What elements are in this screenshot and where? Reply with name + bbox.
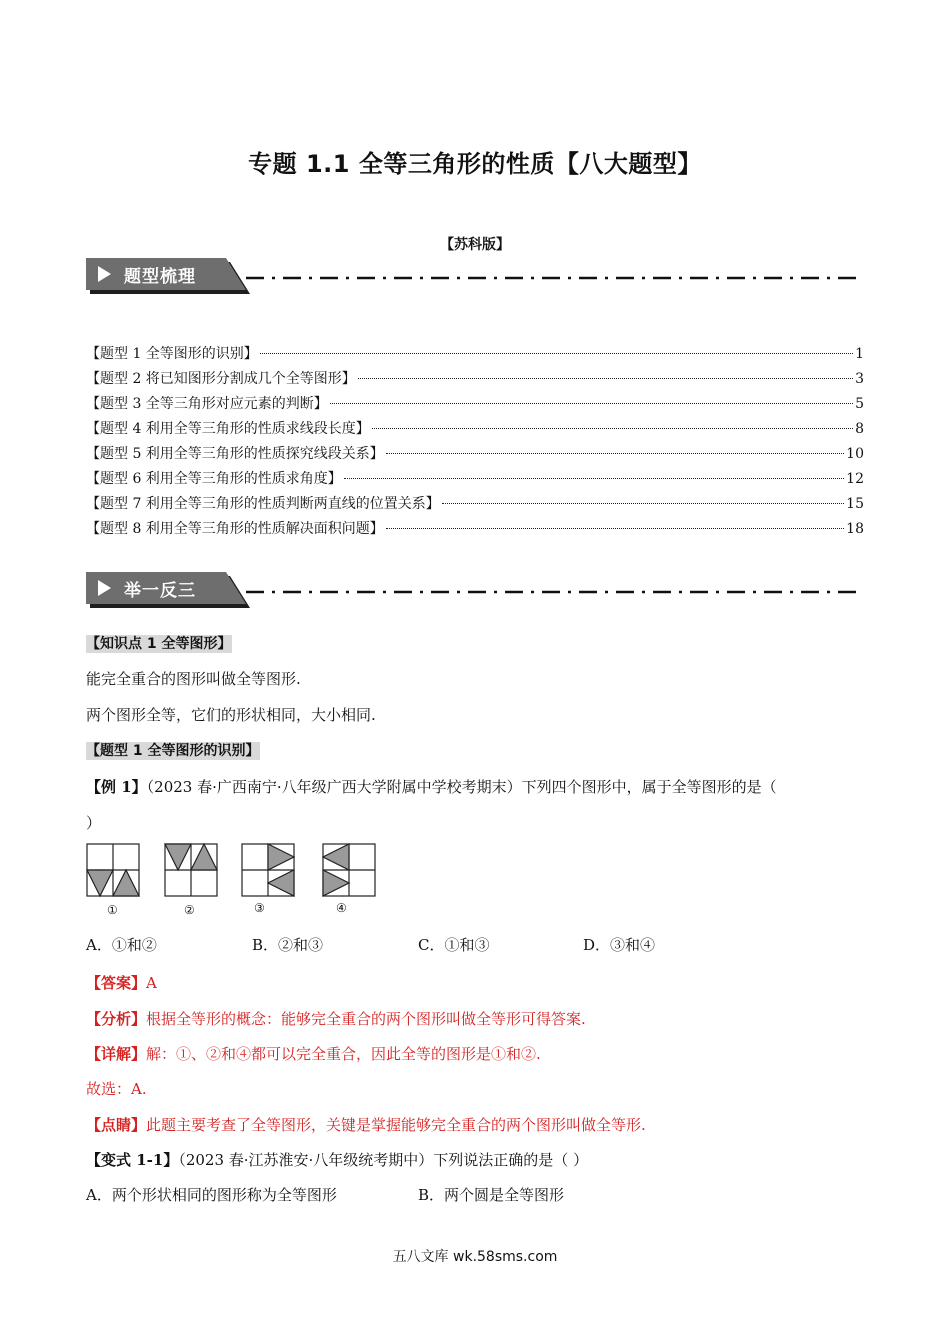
footer-watermark: 五八文库 wk.58sms.com (392, 1249, 558, 1265)
toc-leader (386, 453, 844, 454)
toc-item-text: 【题型 2 将已知图形分割成几个全等图形】 (86, 371, 356, 387)
examples-banner-label: 举一反三 (124, 581, 196, 601)
toc-item-text: 【题型 5 利用全等三角形的性质探究线段关系】 (86, 446, 384, 462)
example-label: 【例 1】 (86, 778, 147, 796)
play-arrow-icon (98, 266, 111, 282)
figure-label: ④ (336, 901, 347, 915)
example-1-question (86, 776, 777, 797)
toc-item[interactable] (86, 518, 864, 543)
knowledge-text-2: 两个图形全等，它们的形状相同，大小相同. (86, 706, 376, 724)
toc-item[interactable] (86, 343, 864, 368)
figure-group (86, 843, 486, 923)
toc-leader (372, 428, 853, 429)
example-close-paren: ） (86, 814, 102, 832)
comment-line (86, 1114, 646, 1135)
knowledge-text-1: 能完全重合的图形叫做全等图形. (86, 670, 301, 688)
answer-options (86, 934, 866, 956)
table-of-contents (86, 343, 864, 543)
figure-label: ③ (254, 901, 265, 915)
toc-item-page: 5 (855, 396, 864, 412)
variant-question (86, 1149, 588, 1170)
toc-leader (330, 403, 853, 404)
toc-item-page: 8 (855, 421, 864, 437)
toc-item[interactable] (86, 468, 864, 493)
congruence-figures (86, 843, 486, 903)
toc-leader (358, 378, 853, 379)
knowledge-heading: 【知识点 1 全等图形】 (86, 636, 232, 652)
option-c[interactable]: C．①和③ (418, 936, 490, 954)
analysis-text: 根据全等形的概念：能够完全重合的两个图形叫做全等形可得答案. (146, 1010, 586, 1028)
variant-label: 【变式 1-1】 (86, 1151, 179, 1169)
variant-text: （2023 春·江苏淮安·八年级统考期中）下列说法正确的是（ ） (178, 1151, 589, 1169)
question-type-heading: 【题型 1 全等图形的识别】 (86, 743, 260, 759)
answer-label: 【答案】 (86, 974, 147, 992)
toc-item-text: 【题型 1 全等图形的识别】 (86, 346, 258, 362)
figure-1 (87, 844, 139, 896)
toc-item-page: 18 (846, 521, 864, 537)
toc-item-page: 1 (855, 346, 864, 362)
variant-option-b[interactable]: B．两个圆是全等图形 (418, 1186, 565, 1204)
detail-text: 解：①、②和④都可以完全重合，因此全等的图形是①和②. (146, 1045, 541, 1063)
toc-item-page: 12 (846, 471, 864, 487)
example-text: （2023 春·广西南宁·八年级广西大学附属中学校考期末）下列四个图形中，属于全等图形的是（ (146, 778, 777, 796)
comment-label: 【点睛】 (86, 1116, 147, 1134)
toc-item-page: 15 (846, 496, 864, 512)
examples-banner (86, 572, 866, 612)
toc-item-page: 3 (855, 371, 864, 387)
option-b[interactable]: B．②和③ (252, 936, 324, 954)
toc-leader (442, 503, 844, 504)
toc-item-text: 【题型 4 利用全等三角形的性质求线段长度】 (86, 421, 370, 437)
dash-dot-divider (246, 275, 866, 281)
toc-banner (86, 258, 866, 298)
toc-item[interactable] (86, 443, 864, 468)
option-a[interactable]: A．①和② (86, 936, 157, 954)
toc-item-text: 【题型 6 利用全等三角形的性质求角度】 (86, 471, 342, 487)
toc-item[interactable] (86, 368, 864, 393)
toc-item-page: 10 (846, 446, 864, 462)
toc-leader (260, 353, 853, 354)
figure-3 (242, 844, 294, 896)
choice-line: 故选：A. (86, 1080, 147, 1098)
figure-label: ② (184, 903, 195, 917)
toc-leader (386, 528, 844, 529)
toc-leader (344, 478, 844, 479)
detail-label: 【详解】 (86, 1045, 147, 1063)
detail-line (86, 1043, 541, 1064)
figure-2 (165, 844, 217, 896)
figure-label: ① (107, 903, 118, 917)
variant-option-a[interactable]: A．两个形状相同的图形称为全等图形 (86, 1186, 337, 1204)
play-arrow-icon (98, 580, 111, 596)
toc-item[interactable] (86, 393, 864, 418)
figure-4 (323, 844, 375, 896)
dash-dot-divider (246, 589, 866, 595)
analysis-line (86, 1008, 586, 1029)
answer-value: A (146, 974, 157, 992)
edition-label: 【苏科版】 (440, 237, 510, 253)
analysis-label: 【分析】 (86, 1010, 147, 1028)
toc-banner-label: 题型梳理 (124, 267, 196, 287)
toc-item-text: 【题型 3 全等三角形对应元素的判断】 (86, 396, 328, 412)
toc-item-text: 【题型 7 利用全等三角形的性质判断两直线的位置关系】 (86, 496, 440, 512)
answer-line (86, 972, 157, 993)
toc-item-text: 【题型 8 利用全等三角形的性质解决面积问题】 (86, 521, 384, 537)
comment-text: 此题主要考查了全等图形，关键是掌握能够完全重合的两个图形叫做全等形. (146, 1116, 646, 1134)
toc-item[interactable] (86, 418, 864, 443)
option-d[interactable]: D．③和④ (583, 936, 656, 954)
page-title: 专题 1.1 全等三角形的性质【八大题型】 (248, 150, 702, 178)
toc-item[interactable] (86, 493, 864, 518)
